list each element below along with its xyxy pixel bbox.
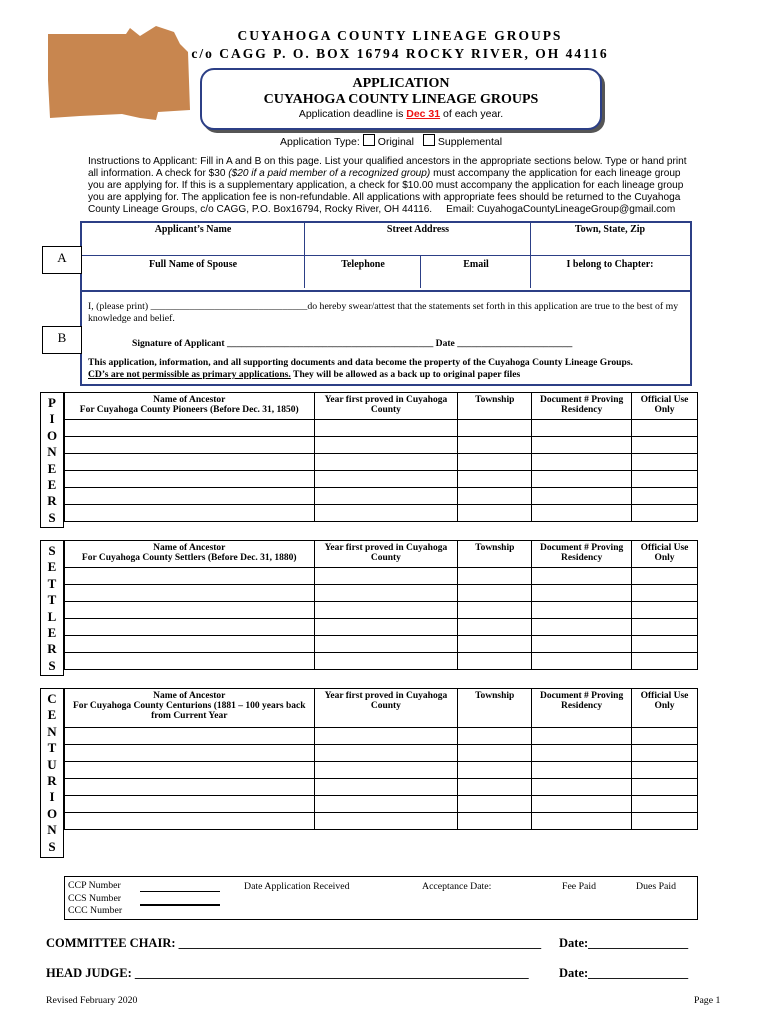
county-map-logo [40,18,192,122]
side-letter: O [46,805,58,821]
entry-cell[interactable] [458,636,532,653]
entry-cell[interactable] [65,745,315,762]
entry-cell[interactable] [65,602,315,619]
pioneers-side-label [40,392,64,528]
entry-cell[interactable] [314,762,458,779]
table-row[interactable] [65,813,698,830]
side-letter: E [47,559,57,575]
table-row[interactable] [65,636,698,653]
entry-cell[interactable] [632,454,698,471]
entry-cell[interactable] [632,796,698,813]
side-letter: C [47,691,57,706]
entry-cell[interactable] [65,420,315,437]
side-letter: O [46,427,58,443]
centurions-side-label [40,688,64,858]
ccc-number-field[interactable] [140,905,220,906]
side-letter: S [48,838,56,854]
entry-cell[interactable] [632,505,698,522]
entry-cell[interactable] [458,488,532,505]
table-row[interactable] [65,619,698,636]
side-letter: R [47,641,57,657]
deadline-text: Application deadline is [298,108,404,120]
section-a-label: A [42,246,82,274]
entry-cell[interactable] [632,585,698,602]
side-letter: T [47,592,57,608]
entry-cell[interactable] [632,745,698,762]
application-type-row [280,134,540,148]
entry-cell[interactable] [532,728,632,745]
entry-cell[interactable] [65,796,315,813]
committee-chair-line[interactable]: COMMITTEE CHAIR: __________________________________________________________ [46,936,542,950]
side-letter: S [48,509,56,525]
side-letter: N [47,723,57,739]
entry-cell[interactable] [532,619,632,636]
entry-cell[interactable] [314,488,458,505]
entry-cell[interactable] [65,636,315,653]
entry-cell[interactable] [532,762,632,779]
email-header: Email [463,259,489,270]
entry-cell[interactable] [314,471,458,488]
side-letter: R [47,493,57,509]
entry-cell[interactable] [65,505,315,522]
entry-cell[interactable] [65,488,315,505]
entry-cell[interactable] [532,488,632,505]
entry-cell[interactable] [458,602,532,619]
side-letter: E [47,707,57,723]
table-row[interactable] [65,420,698,437]
entry-cell[interactable] [532,420,632,437]
entry-cell[interactable] [458,585,532,602]
side-letter: E [47,625,57,641]
applicant-name-header: Applicant’s Name [154,224,232,235]
centurions-table: Name of Ancestor For Cuyahoga County Centurions (1881 – 100 years back from Current Year Year first proved in Cuyahoga County Township Document # Proving Residency Official Use Only [64,688,698,830]
entry-cell[interactable] [458,420,532,437]
signature-line[interactable]: Signature of Applicant ___________________________________________ Date ________________________ [132,338,573,349]
telephone-header: Telephone [341,259,385,270]
entry-cell[interactable] [532,796,632,813]
attest-statement: I, (please print) ________________________________do hereby swear/attest that the statements set forth in this application are true to the best of my knowledge and belief. [88,301,679,324]
entry-cell[interactable] [458,653,532,670]
ccp-number-field[interactable] [140,879,220,892]
entry-cell[interactable] [314,585,458,602]
entry-cell[interactable] [532,745,632,762]
table-row[interactable] [65,796,698,813]
entry-cell[interactable] [314,653,458,670]
committee-date-line[interactable]: Date:________________ [559,936,689,950]
table-row[interactable] [65,437,698,454]
entry-cell[interactable] [458,813,532,830]
spouse-name-header: Full Name of Spouse [148,259,238,270]
entry-cell[interactable] [458,505,532,522]
town-state-zip-header: Town, State, Zip [574,224,646,235]
page-number: Page 1 [694,995,721,1006]
entry-cell[interactable] [458,745,532,762]
original-label: Original [377,136,414,148]
instructions-email: Email: CuyahogaCountyLineageGroup@gmail.com [446,204,676,215]
side-letter: E [47,477,57,493]
date-received-label: Date Application Received [244,881,350,892]
side-letter: N [47,444,57,460]
entry-cell[interactable] [65,728,315,745]
entry-cell[interactable] [632,488,698,505]
side-letter: I [49,789,55,805]
table-row[interactable] [65,568,698,585]
table-row[interactable] [65,454,698,471]
dues-paid-label: Dues Paid [636,881,677,892]
application-type-label: Application Type: [280,136,360,148]
entry-cell[interactable] [632,728,698,745]
side-letter: S [48,543,56,558]
entry-cell[interactable] [314,505,458,522]
entry-cell[interactable] [314,636,458,653]
entry-cell[interactable] [65,619,315,636]
ccp-number-label: CCP Number [68,880,121,891]
entry-cell[interactable] [314,796,458,813]
section-b-label: B [42,326,82,354]
entry-cell[interactable] [532,636,632,653]
entry-cell[interactable] [458,454,532,471]
entry-cell[interactable] [532,813,632,830]
entry-cell[interactable] [314,779,458,796]
header-line1: CUYAHOGA COUNTY LINEAGE GROUPS [237,28,563,43]
entry-cell[interactable] [632,636,698,653]
entry-cell[interactable] [532,437,632,454]
entry-cell[interactable] [532,568,632,585]
entry-cell[interactable] [458,568,532,585]
entry-cell[interactable] [458,619,532,636]
table-row[interactable] [65,602,698,619]
table-row[interactable] [65,745,698,762]
table-row[interactable] [65,488,698,505]
side-letter: N [47,822,57,838]
ccs-number-label: CCS Number [68,892,122,904]
side-letter: U [47,756,57,772]
table-row[interactable] [65,585,698,602]
acceptance-date-label: Acceptance Date: [422,881,492,892]
title-application: APPLICATION [352,76,450,91]
entry-cell[interactable] [65,568,315,585]
entry-cell[interactable] [632,779,698,796]
entry-cell[interactable] [314,602,458,619]
property-statement: This application, information, and all supporting documents and data become the property of the Cuyahoga County Lineage Groups. [88,357,633,368]
entry-cell[interactable] [458,796,532,813]
entry-cell[interactable] [632,568,698,585]
side-letter: L [47,608,57,624]
entry-cell[interactable] [458,779,532,796]
entry-cell[interactable] [532,653,632,670]
entry-cell[interactable] [314,420,458,437]
entry-cell[interactable] [65,813,315,830]
table-row[interactable] [65,653,698,670]
entry-cell[interactable] [65,585,315,602]
deadline-post: of each year. [443,108,504,120]
entry-cell[interactable] [314,568,458,585]
instructions: Instructions to Applicant: Fill in A and B on this page. List your qualified ancestors in the appropriate sections below. Type or hand print all information. A check for $30 ($20 if a paid member of a recognized group) must accompany the application for each lineage group you are applying for. If this is a supplementary application, a check for $10.00 must accompany the application for each lineage group you are applying for. The application fee is non-refundable. All applications with appropriate fees should be returned to the Cuyahoga County Lineage Groups, c/o CAGG, P.O. Box16794, Rocky River, OH 44116. Email: CuyahogaCountyLineageGroup@gmail.com [88,156,687,215]
entry-cell[interactable] [532,779,632,796]
entry-cell[interactable] [65,471,315,488]
entry-cell[interactable] [458,762,532,779]
head-judge-line[interactable]: HEAD JUDGE: _______________________________________________________________ [46,966,529,980]
title-groups: CUYAHOGA COUNTY LINEAGE GROUPS [263,92,539,107]
judge-date-line[interactable]: Date:________________ [559,966,689,980]
pioneers-table: Name of Ancestor For Cuyahoga County Pioneers (Before Dec. 31, 1850) Year first proved in Cuyahoga County Township Document # Proving Residency Official Use Only [64,392,698,522]
entry-cell[interactable] [632,437,698,454]
street-address-header: Street Address [386,224,450,235]
entry-cell[interactable] [632,813,698,830]
entry-cell[interactable] [632,653,698,670]
supplemental-label: Supplemental [437,136,503,148]
entry-cell[interactable] [458,437,532,454]
table-row[interactable] [65,728,698,745]
settlers-table: Name of Ancestor For Cuyahoga County Settlers (Before Dec. 31, 1880) Year first proved in Cuyahoga County Township Document # Proving Residency Official Use Only [64,540,698,670]
entry-cell[interactable] [314,437,458,454]
chapter-header: I belong to Chapter: [566,259,654,270]
side-letter: S [48,657,56,673]
entry-cell[interactable] [632,471,698,488]
side-letter: I [49,411,55,427]
title-box [200,68,602,130]
ccc-number-label: CCC Number [68,905,123,916]
entry-cell[interactable] [65,454,315,471]
entry-cell[interactable] [458,728,532,745]
side-letter: R [47,773,57,789]
original-checkbox[interactable] [363,134,375,146]
ccs-number-field[interactable] [140,892,220,905]
entry-cell[interactable] [65,762,315,779]
entry-cell[interactable] [314,813,458,830]
entry-cell[interactable] [532,454,632,471]
cd-notice: CD’s are not permissible as primary applications. [88,369,291,380]
entry-cell[interactable] [532,471,632,488]
entry-cell[interactable] [314,745,458,762]
table-row[interactable] [65,471,698,488]
settlers-side-label [40,540,64,676]
table-row[interactable] [65,505,698,522]
entry-cell[interactable] [65,437,315,454]
fee-paid-label: Fee Paid [562,881,597,892]
deadline-date: Dec 31 [406,108,441,120]
side-letter: T [47,740,57,756]
entry-cell[interactable] [65,653,315,670]
header-line2: c/o CAGG P. O. BOX 16794 ROCKY RIVER, OH 44116 [191,46,609,61]
entry-cell[interactable] [532,602,632,619]
side-letter: P [48,395,56,410]
entry-cell[interactable] [632,602,698,619]
side-letter: T [47,575,57,591]
entry-cell[interactable] [458,471,532,488]
entry-cell[interactable] [314,454,458,471]
table-row[interactable] [65,779,698,796]
table-row[interactable] [65,762,698,779]
entry-cell[interactable] [632,420,698,437]
entry-cell[interactable] [314,619,458,636]
supplemental-checkbox[interactable] [423,134,435,146]
entry-cell[interactable] [65,779,315,796]
revised-date: Revised February 2020 [46,995,138,1006]
entry-cell[interactable] [532,505,632,522]
side-letter: E [47,460,57,476]
entry-cell[interactable] [632,762,698,779]
entry-cell[interactable] [314,728,458,745]
entry-cell[interactable] [532,585,632,602]
entry-cell[interactable] [632,619,698,636]
